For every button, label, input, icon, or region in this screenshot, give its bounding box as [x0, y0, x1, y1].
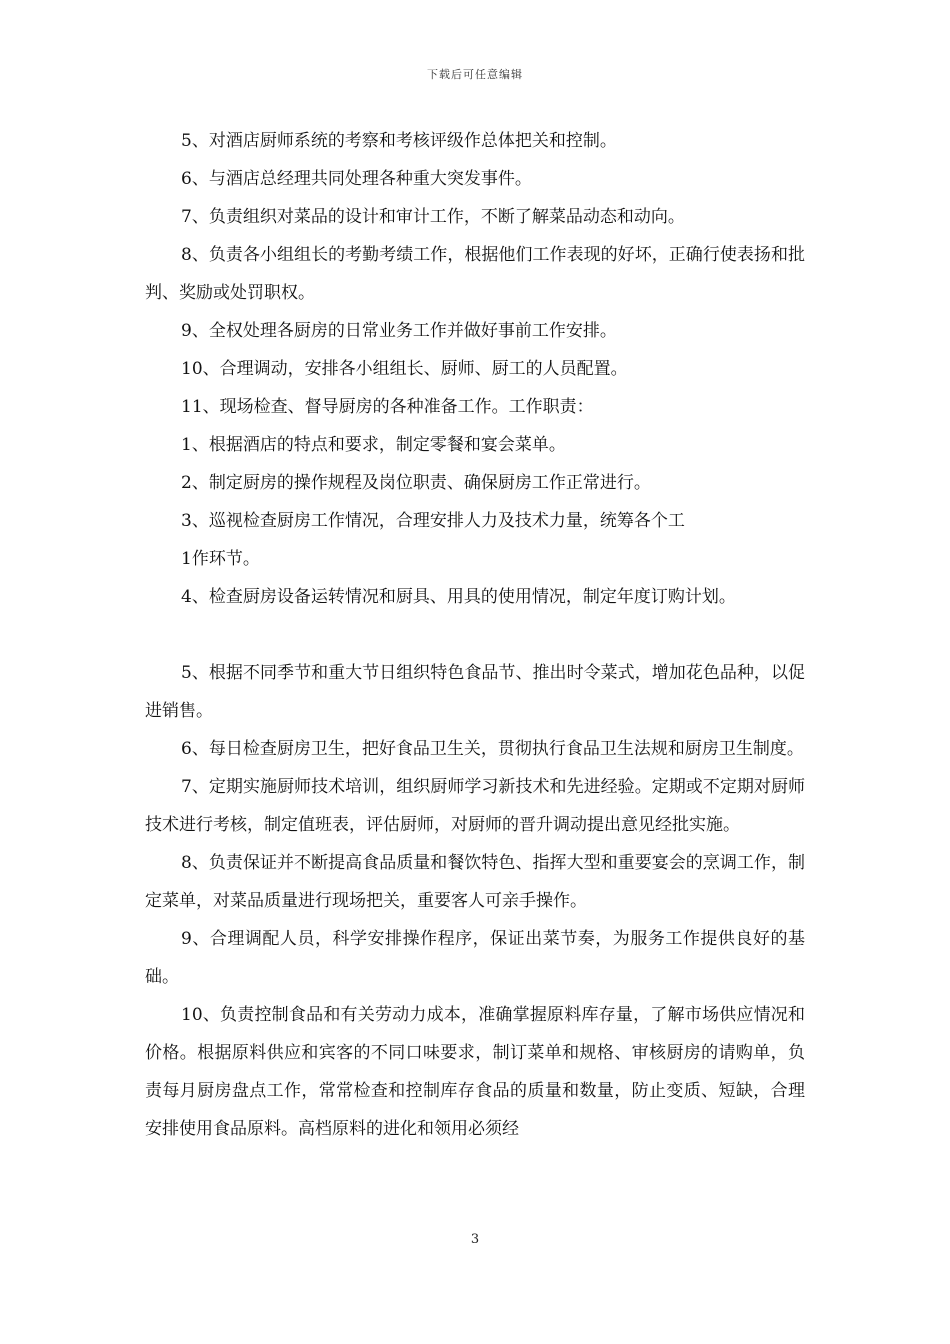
paragraph: 1作环节。 [181, 549, 260, 569]
paragraph: 6、与酒店总经理共同处理各种重大突发事件。 [181, 169, 532, 189]
paragraph: 9、合理调配人员，科学安排操作程序，保证出菜节奏，为服务工作提供良好的基础。 [145, 929, 805, 987]
paragraph: 4、检查厨房设备运转情况和厨具、用具的使用情况，制定年度订购计划。 [181, 587, 736, 607]
paragraph: 9、全权处理各厨房的日常业务工作并做好事前工作安排。 [181, 321, 617, 341]
paragraph: 10、负责控制食品和有关劳动力成本，准确掌握原料库存量，了解市场供应情况和价格。根据原料供应和宾客的不同口味要求，制订菜单和规格、审核厨房的请购单，负责每月厨房盘点工作，常常检查和控制库存食品的质量和数量，防止变质、短缺，合理安排使用食品原料。高档原料的进化和领用必须经 [145, 1005, 805, 1139]
paragraph: 8、负责保证并不断提高食品质量和餐饮特色、指挥大型和重要宴会的烹调工作，制定菜单，对菜品质量进行现场把关，重要客人可亲手操作。 [145, 853, 805, 911]
paragraph: 6、每日检查厨房卫生，把好食品卫生关，贯彻执行食品卫生法规和厨房卫生制度。 [181, 739, 804, 759]
paragraph: 8、负责各小组组长的考勤考绩工作，根据他们工作表现的好坏，正确行使表扬和批判、奖励或处罚职权。 [145, 245, 805, 303]
document-body [145, 122, 805, 1148]
paragraph: 11、现场检查、督导厨房的各种准备工作。工作职责： [181, 397, 594, 417]
paragraph: 10、合理调动，安排各小组组长、厨师、厨工的人员配置。 [181, 359, 628, 379]
page-number: 3 [470, 1232, 480, 1247]
paragraph: 2、制定厨房的操作规程及岗位职责、确保厨房工作正常进行。 [181, 473, 651, 493]
paragraph: 7、定期实施厨师技术培训，组织厨师学习新技术和先进经验。定期或不定期对厨师技术进行考核，制定值班表，评估厨师，对厨师的晋升调动提出意见经批实施。 [145, 777, 805, 835]
paragraph: 5、对酒店厨师系统的考察和考核评级作总体把关和控制。 [181, 131, 617, 151]
paragraph: 1、根据酒店的特点和要求，制定零餐和宴会菜单。 [181, 435, 566, 455]
paragraph: 3、巡视检查厨房工作情况，合理安排人力及技术力量，统筹各个工 [181, 511, 685, 531]
paragraph: 7、负责组织对菜品的设计和审计工作，不断了解菜品动态和动向。 [181, 207, 685, 227]
paragraph-gap [145, 616, 805, 654]
paragraph: 5、根据不同季节和重大节日组织特色食品节、推出时令菜式，增加花色品种，以促进销售。 [145, 663, 805, 721]
page-header: 下载后可任意编辑 [427, 68, 523, 81]
